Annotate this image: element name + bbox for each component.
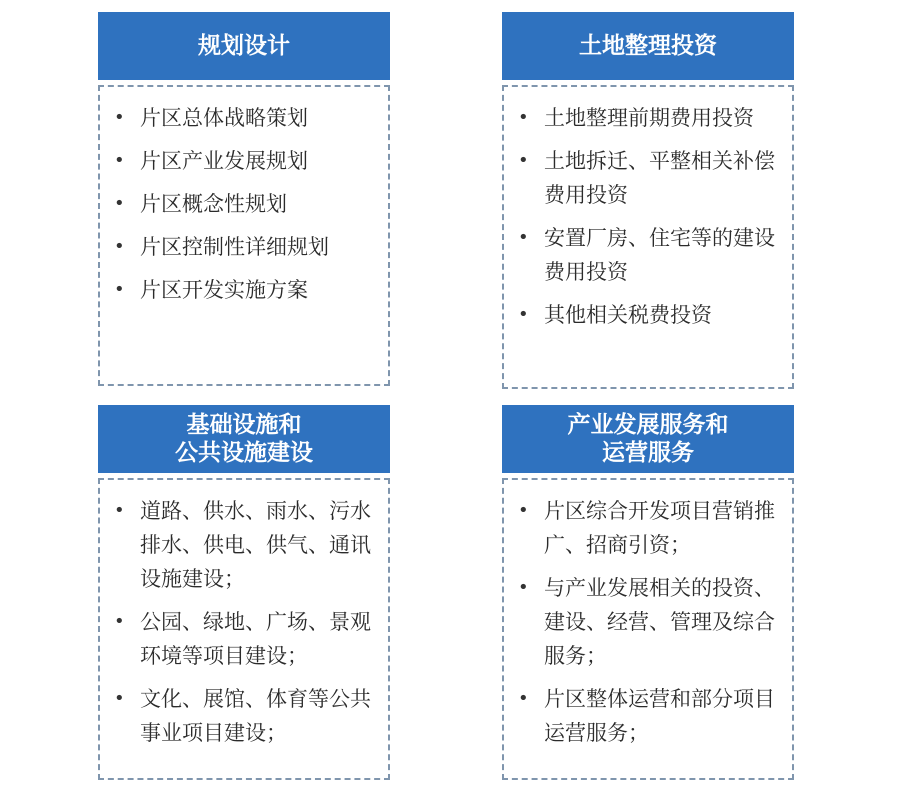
list-item: • 片区开发实施方案: [114, 278, 308, 302]
list-item: • 片区概念性规划: [114, 192, 287, 216]
list-item: • 土地拆迁、平整相关补偿费用投资: [518, 149, 775, 207]
list-item: • 安置厂房、住宅等的建设费用投资: [518, 226, 775, 284]
list-item: • 片区综合开发项目营销推广、招商引资；: [518, 499, 775, 557]
panel-header: [98, 405, 390, 473]
list-item: • 片区产业发展规划: [114, 149, 308, 173]
panel-header: [502, 12, 794, 80]
panel-title: 规划设计: [198, 32, 290, 59]
list-item: • 片区控制性详细规划: [114, 235, 329, 259]
list-item: • 文化、展馆、体育等公共事业项目建设；: [114, 687, 371, 745]
list-item: • 土地整理前期费用投资: [518, 106, 754, 130]
item-list: [504, 101, 782, 332]
panel-title: 土地整理投资: [579, 32, 717, 59]
panel-body: [502, 85, 794, 389]
item-list: [100, 494, 378, 750]
list-item: • 道路、供水、雨水、污水排水、供电、供气、通讯设施建设；: [114, 499, 371, 591]
list-item: • 公园、绿地、广场、景观环境等项目建设；: [114, 610, 371, 668]
list-item: • 片区整体运营和部分项目运营服务；: [518, 687, 775, 745]
panel-header: [98, 12, 390, 80]
list-item: • 与产业发展相关的投资、建设、经营、管理及综合服务；: [518, 576, 775, 668]
panel-body: [98, 478, 390, 780]
panel-body: [98, 85, 390, 386]
item-list: [100, 101, 382, 307]
list-item: • 其他相关税费投资: [518, 303, 712, 327]
panel-body: [502, 478, 794, 780]
panel-title: 产业发展服务和 运营服务: [567, 411, 729, 466]
list-item: • 片区总体战略策划: [114, 106, 308, 130]
item-list: [504, 494, 782, 750]
panel-header: [502, 405, 794, 473]
panel-title: 基础设施和 公共设施建设: [175, 411, 313, 466]
